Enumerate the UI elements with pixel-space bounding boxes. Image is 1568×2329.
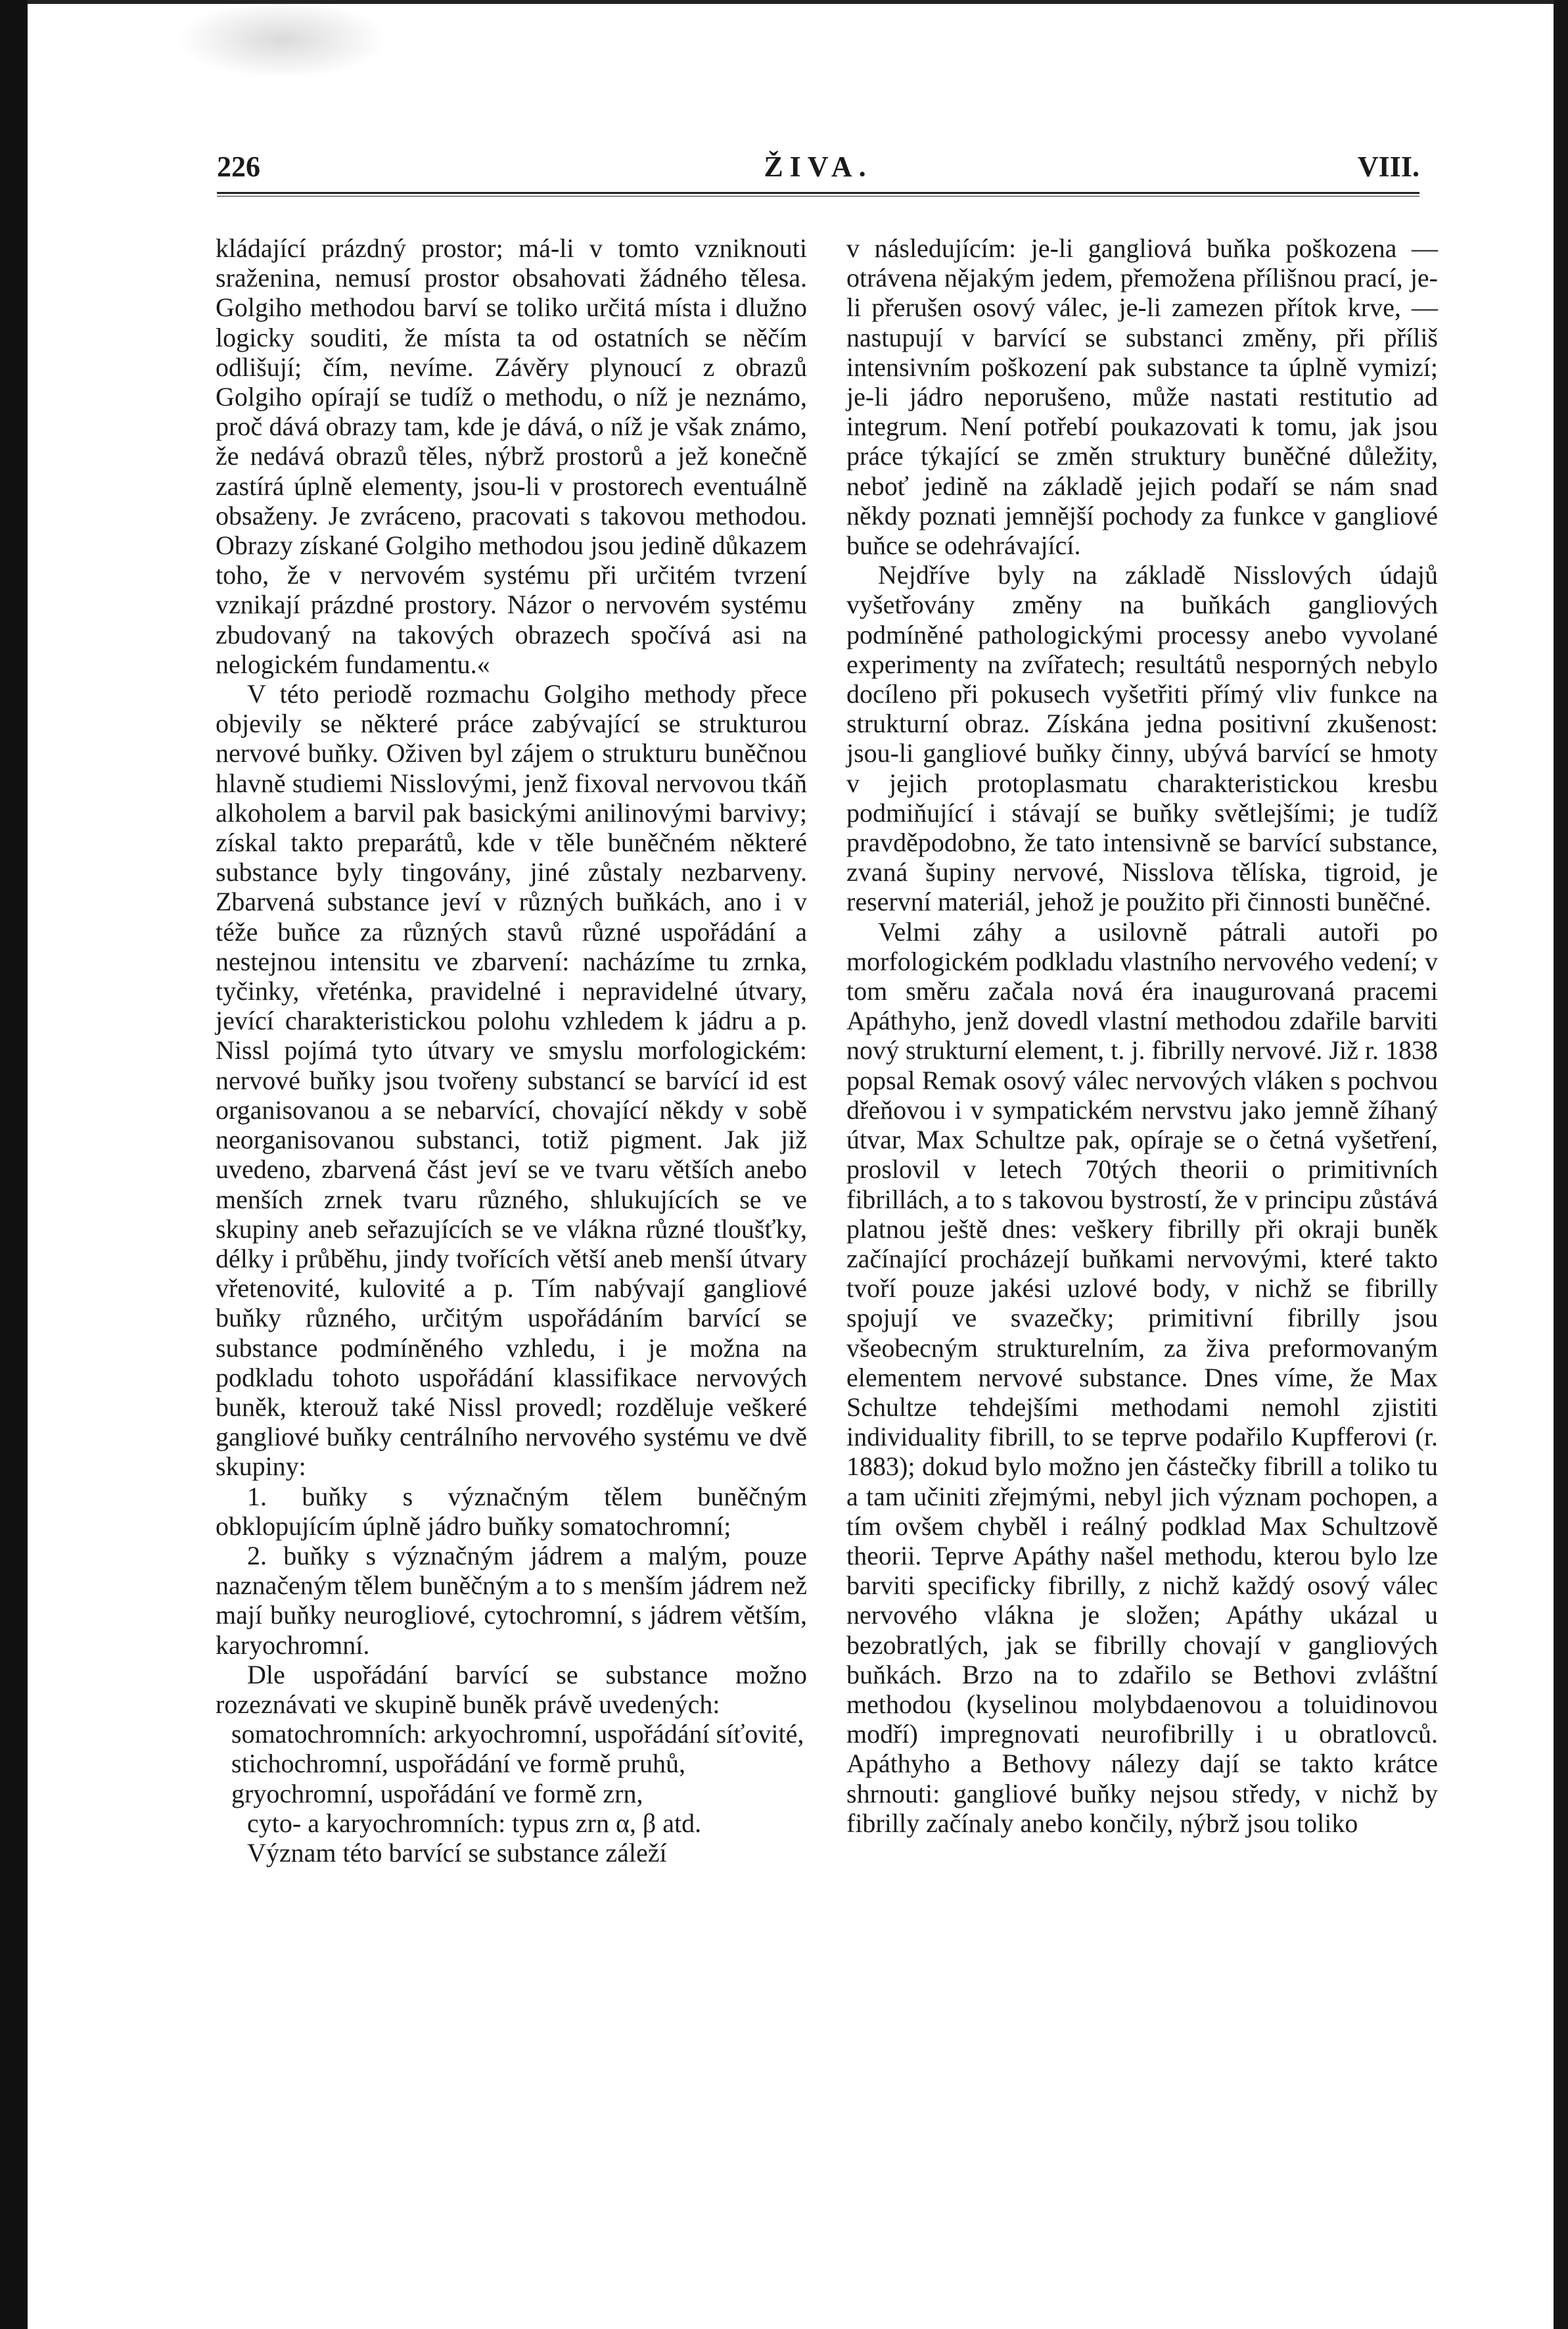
right-column — [846, 233, 1438, 1838]
classification-line: cyto- a karyochromních: typus zrn α, β atd. — [247, 1808, 702, 1838]
paragraph: Nejdříve byly na základě Nisslových údajů vyšetřovány změny na buňkách gangliových podmíněné pathologickými processy anebo vyvolané experimenty na zvířatech; resultátů nesporných nebylo docíleno při pokusech vyšetřiti přímý vliv funkce na strukturní obraz. Získána jedna positivní zkušenost: jsou-li gangliové buňky činny, ubývá barvící se hmoty v jejich protoplasmatu charakteristickou kresbu podmiňující i stávají se buňky světlejšími; je tudíž pravděpodobno, že tato intensivně se barvící substance, zvaná šupiny nervové, Nisslova tělíska, tigroid, je reservní materiál, jehož je použito při činnosti buněčné. — [846, 560, 1438, 917]
running-header — [217, 150, 1419, 189]
volume-number: VIII. — [1357, 151, 1419, 183]
classification-line: somatochromních: arkyochromní, uspořádání síťovité, — [231, 1719, 804, 1749]
scan-border-right — [1554, 0, 1568, 2329]
list-item: 2. buňky s význačným jádrem a malým, pouze naznačeným tělem buněčným a to s menším jádrem než mají buňky neurogliové, cytochromní, s jádrem větším, karyochromní. — [216, 1540, 807, 1660]
scan-border-left — [0, 0, 28, 2329]
list-item: 1. buňky s význačným tělem buněčným obklopujícím úplně jádro buňky somatochromní; — [216, 1481, 807, 1541]
paragraph: kládající prázdný prostor; má-li v tomto vzniknouti sraženina, nemusí prostor obsahovati žádného tělesa. Golgiho methodou barví se toliko určitá místa i dlužno logicky souditi, že místa ta od ostatních se něčím odlišují; čím, nevíme. Závěry plynoucí z obrazů Golgiho opírají se tudíž o methodu, o níž je neznámo, proč dává obrazy tam, kde je dává, o níž je však známo, že nedává obrazů těles, nýbrž prostorů a jež konečně zastírá úplně elementy, jsou-li v prostorech eventuálně obsaženy. Je zvráceno, pracovati s takovou methodou. Obrazy získané Golgiho methodou jsou jedině důkazem toho, že v nervovém systému při určitém tvrzení vznikají prázdné prostory. Názor o nervovém systému zbudovaný na takových obrazech spočívá asi na nelogickém fundamentu.« — [216, 233, 807, 679]
journal-title: ŽIVA. — [764, 151, 873, 183]
classification-line: stichochromní, uspořádání ve formě pruhů, — [231, 1749, 685, 1779]
paragraph: Význam této barvící se substance záleží — [247, 1837, 667, 1868]
paragraph: Dle uspořádání barvící se substance možno rozeznávati ve skupině buněk právě uvedených: — [216, 1659, 807, 1719]
paper-stain — [177, 0, 388, 79]
paragraph: V této periodě rozmachu Golgiho methody přece objevily se některé práce zabývající se strukturou nervové buňky. Oživen byl zájem o strukturu buněčnou hlavně studiemi Nisslovými, jenž fixoval nervovou tkáň alkoholem a barvil pak basickými anilinovými barvivy; získal takto preparátů, kde v těle buněčném některé substance byly tingovány, jiné zůstaly nezbarveny. Zbarvená substance jeví v různých buňkách, ano i v téže buňce za různých stavů různé uspořádání a nestejnou intensitu ve zbarvení: nacházíme tu zrnka, tyčinky, vřeténka, pravidelné i nepravidelné útvary, jevící charakteristickou polohu vzhledem k jádru a p. Nissl pojímá tyto útvary ve smyslu morfologickém: nervové buňky jsou tvořeny substancí se barvící id est organisovanou a se nebarvící, chovající někdy v sobě neorganisovanou substanci, totiž pigment. Jak již uvedeno, zbarvená část jeví se ve tvaru větších anebo menších zrnek tvaru různého, shlukujících se ve skupiny aneb seřazujících se ve vlákna různé tloušťky, délky i průběhu, jindy tvořících větší aneb menší útvary vřetenovité, kulovité a p. Tím nabývají gangliové buňky různého, určitým uspořádáním barvící se substance podmíněného vzhledu, i je možna na podkladu tohoto uspořádání klassifikace nervových buněk, kterouž také Nissl provedl; rozděluje veškeré gangliové buňky centrálního nervového systému ve dvě skupiny: — [216, 679, 807, 1482]
paragraph: v následujícím: je-li gangliová buňka poškozena — otrávena nějakým jedem, přemožena přílišnou prací, je-li přerušen osový válec, je-li zamezen přítok krve, — nastupují v barvící se substanci změny, při příliš intensivním poškození pak substance ta úplně vymizí; je-li jádro neporušeno, může nastati restitutio ad integrum. Není potřebí poukazovati k tomu, jak jsou práce týkající se změn struktury buněčné důležity, neboť jedině na základě jejich podaří se nám snad někdy poznati jemnější pochody za funkce v gangliové buňce se odehrávající. — [846, 233, 1438, 561]
header-rule — [217, 192, 1419, 197]
page-number: 226 — [217, 151, 260, 183]
paragraph: Velmi záhy a usilovně pátrali autoři po morfologickém podkladu vlastního nervového vedení; v tom směru začala nová éra inaugurovaná pracemi Apáthyho, jenž dovedl vlastní methodou zdařile barviti nový strukturní element, t. j. fibrilly nervové. Již r. 1838 popsal Remak osový válec nervových vláken s pochvou dřeňovou i v sympatickém nervstvu jako jemně žíhaný útvar, Max Schultze pak, opíraje se o četná vyšetření, proslovil v letech 70tých theorii o primitivních fibrillách, a to s takovou bystrostí, že v principu zůstává platnou ještě dnes: veškery fibrilly při okraji buněk začínající procházejí buňkami nervovými, které takto tvoří pouze jakési uzlové body, v nichž se fibrilly spojují ve svazečky; primitivní fibrilly jsou všeobecným strukturelním, za živa preformovaným elementem nervové substance. Dnes víme, že Max Schultze tehdejšími methodami nemohl zjistiti individuality fibrill, to se teprve podařilo Kupfferovi (r. 1883); dokud bylo možno jen částečky fibrill a toliko tu a tam učiniti zřejmými, nebyl jich význam pochopen, a tím ovšem chyběl i reálný podklad Max Schultzově theorii. Teprve Apáthy našel methodu, kterou bylo lze barviti specificky fibrilly, z nichž každý osový válec nervového vlákna je složen; Apáthy ukázal u bezobratlých, jak se fibrilly chovají v gangliových buňkách. Brzo na to zdařilo se Bethovi zvláštní methodou (kyselinou molybdaenovou a toluidinovou modří) impregnovati neurofibrilly i u obratlovců. Apáthyho a Bethovy nálezy dají se takto krátce shrnouti: gangliové buňky nejsou středy, v nichž by fibrilly začínaly anebo končily, nýbrž jsou toliko — [846, 916, 1438, 1838]
classification-line: gryochromní, uspořádání ve formě zrn, — [231, 1778, 643, 1808]
left-column — [216, 233, 807, 1868]
